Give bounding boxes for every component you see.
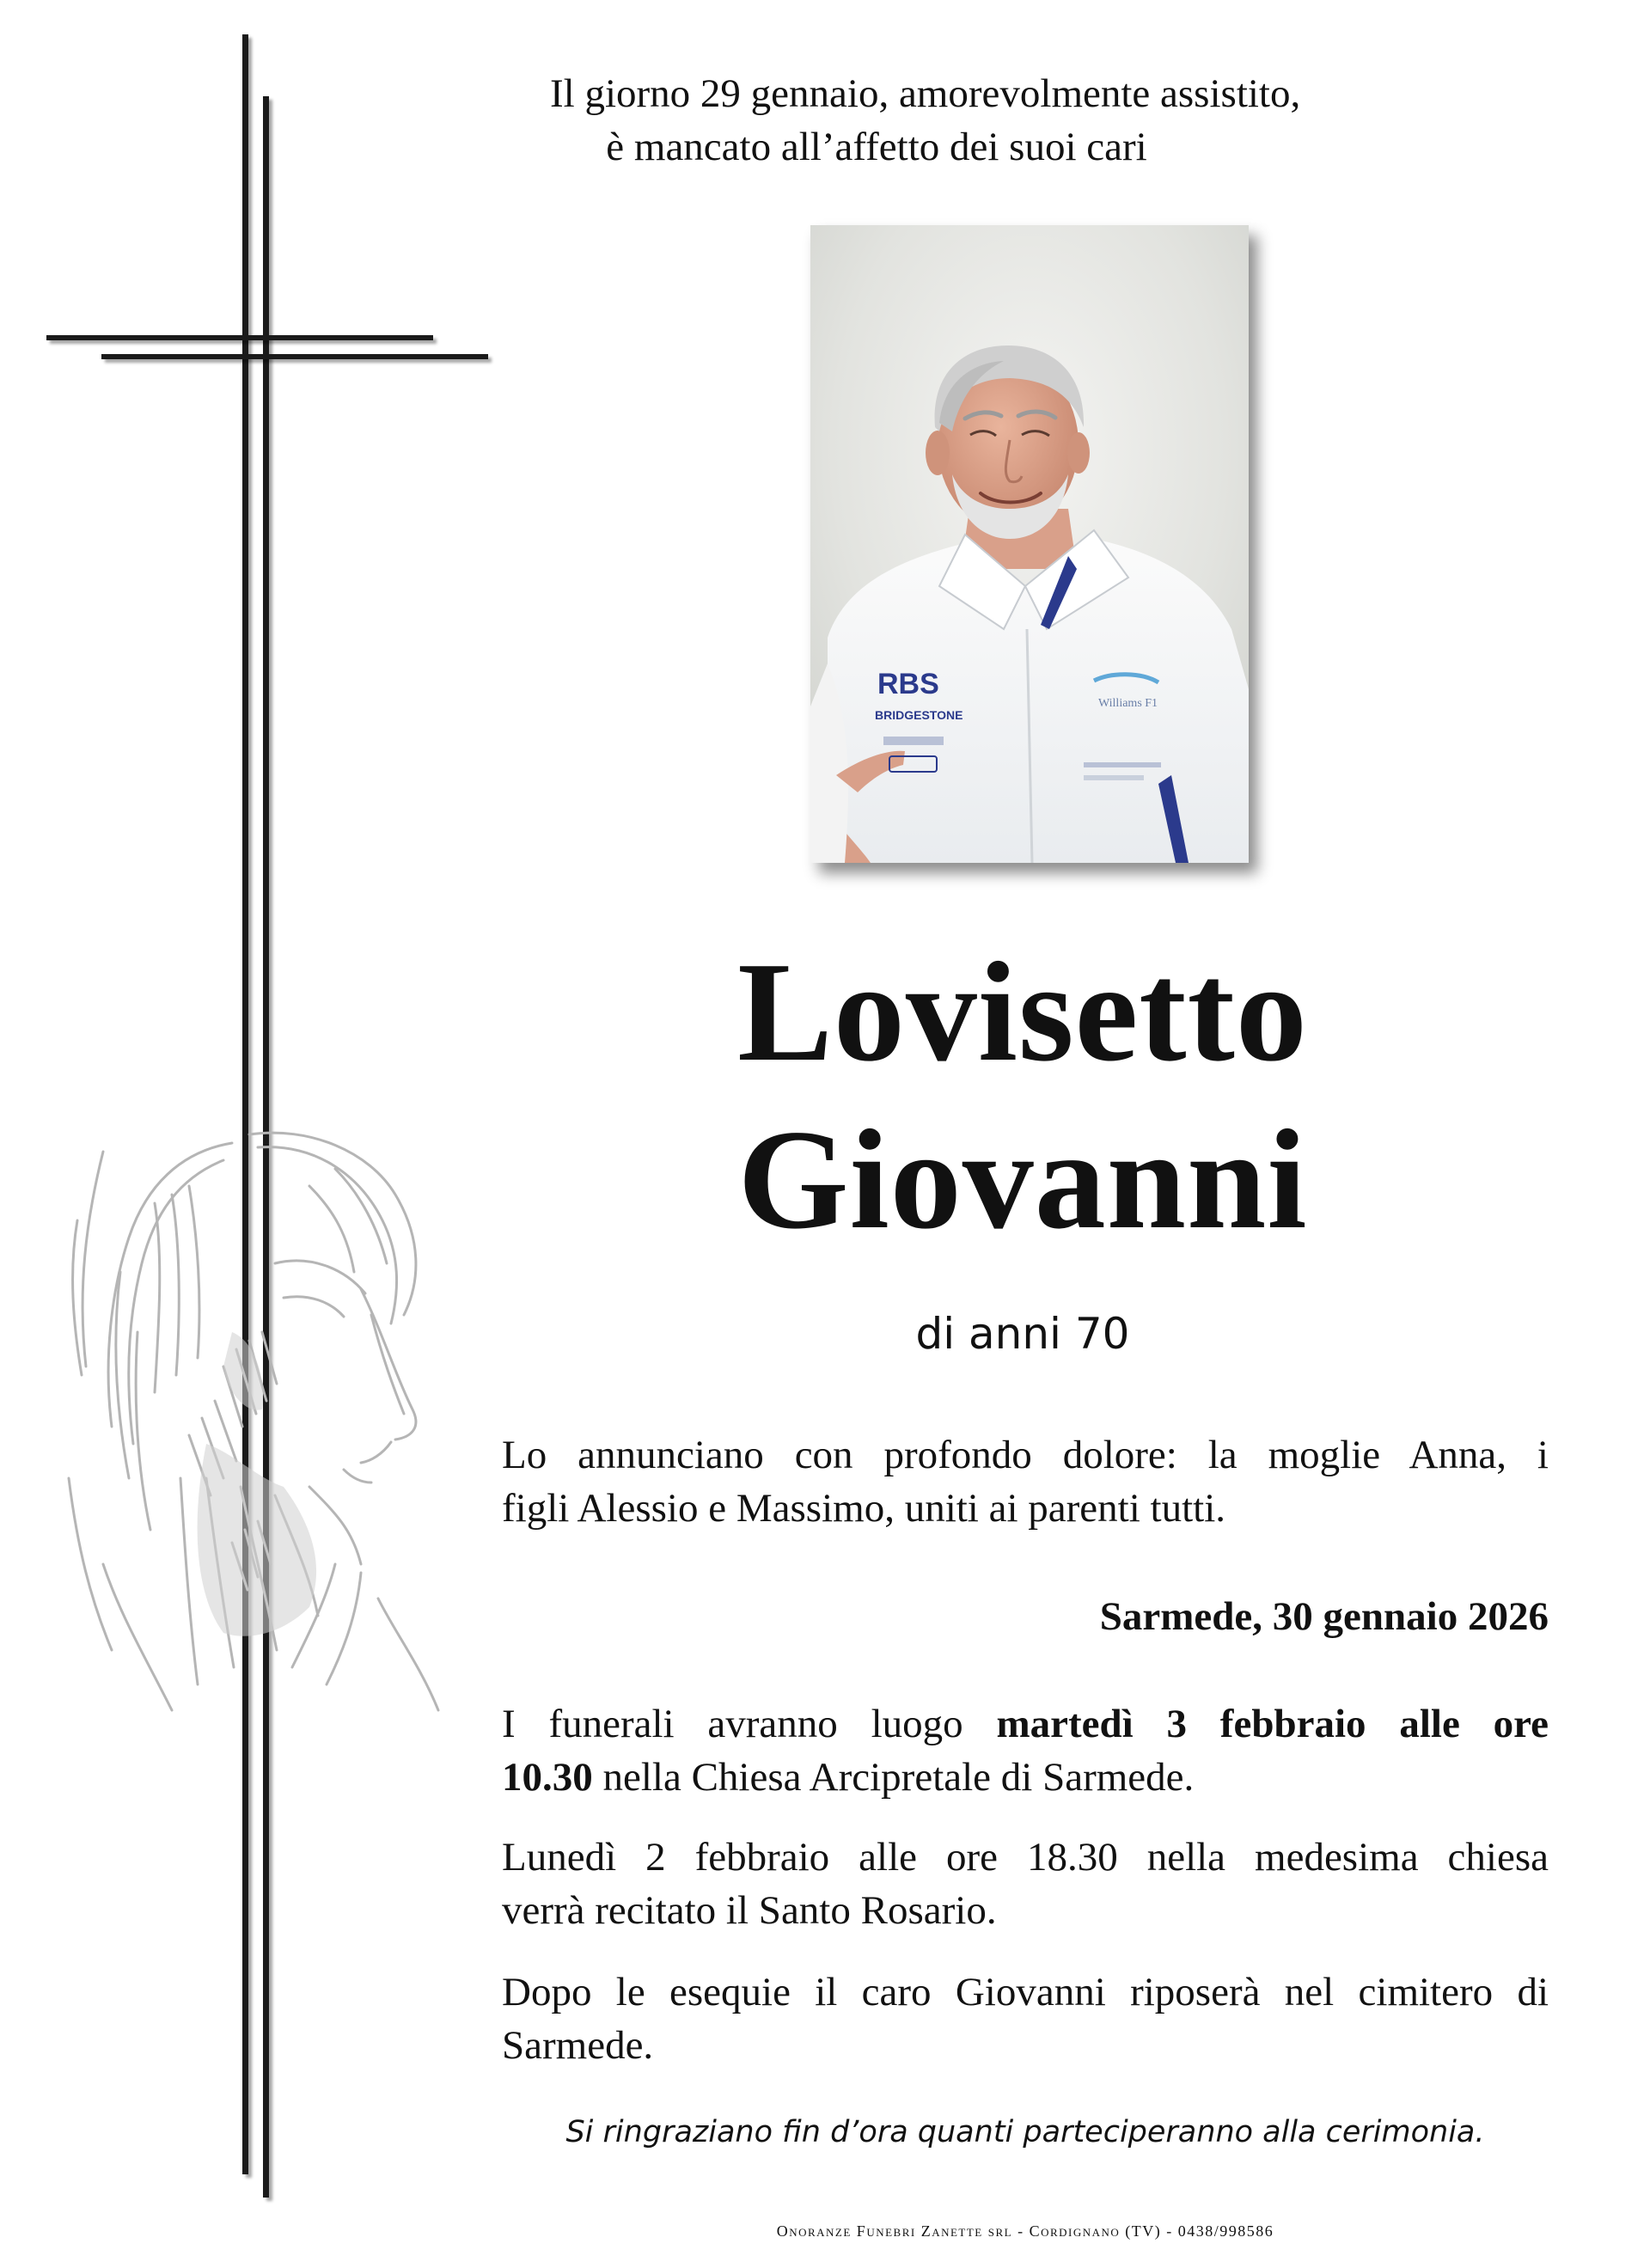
cross-horizontal-bar-2 [101,354,488,359]
burial-paragraph [502,1965,1549,2072]
rosary-line-1: Lunedì 2 febbraio alle ore 18.30 nella medesima chiesa [502,1835,1549,1880]
deceased-name [550,928,1495,1263]
thanks-note: Si ringraziano fin d’ora quanti parteciperanno alla cerimonia. [565,2115,1485,2149]
funeral-date-time: martedì 3 febbraio alle ore [996,1702,1549,1746]
funeral-home-footer: Onoranze Funebri Zanette srl - Cordignano (TV) - 0438/998586 [776,2222,1274,2240]
first-name: Giovanni [737,1100,1308,1258]
funeral-text-1: I funerali avranno luogo [502,1702,963,1746]
intro-line-1: Il giorno 29 gennaio, amorevolmente assistito, [550,71,1301,116]
rosary-paragraph [502,1831,1549,1937]
burial-line-1: Dopo le esequie il caro Giovanni riposerà nel cimitero di [502,1970,1549,2014]
funeral-text-2: nella Chiesa Arcipretale di Sarmede. [602,1755,1195,1800]
funeral-line-1 [502,1697,1549,1751]
burial-line-2: Sarmede. [502,2023,654,2068]
funeral-hour: 10.30 [502,1755,593,1800]
svg-text:Williams F1: Williams F1 [1098,697,1158,710]
age-text: di anni 70 [915,1309,1130,1359]
cross-horizontal-bar-1 [46,335,433,340]
announcement-paragraph [502,1428,1549,1535]
intro-line-2: è mancato all’affetto dei suoi cari [606,125,1147,169]
svg-text:BRIDGESTONE: BRIDGESTONE [875,708,963,722]
rosary-line-2: verrà recitato il Santo Rosario. [502,1888,997,1933]
portrait-photo [810,225,1249,863]
intro-text [550,67,1301,174]
svg-text:RBS: RBS [877,668,939,700]
funeral-line-2 [502,1751,1549,1804]
place-date: Sarmede, 30 gennaio 2026 [1099,1594,1549,1639]
announcement-line-1: Lo annunciano con profondo dolore: la moglie Anna, i [502,1433,1549,1477]
portrait-illustration [810,225,1249,863]
announcement-line-2: figli Alessio e Massimo, uniti ai parenti tutti. [502,1486,1226,1531]
surname: Lovisetto [737,932,1308,1091]
christ-face-sketch [52,1117,447,1719]
funeral-paragraph [502,1697,1549,1804]
